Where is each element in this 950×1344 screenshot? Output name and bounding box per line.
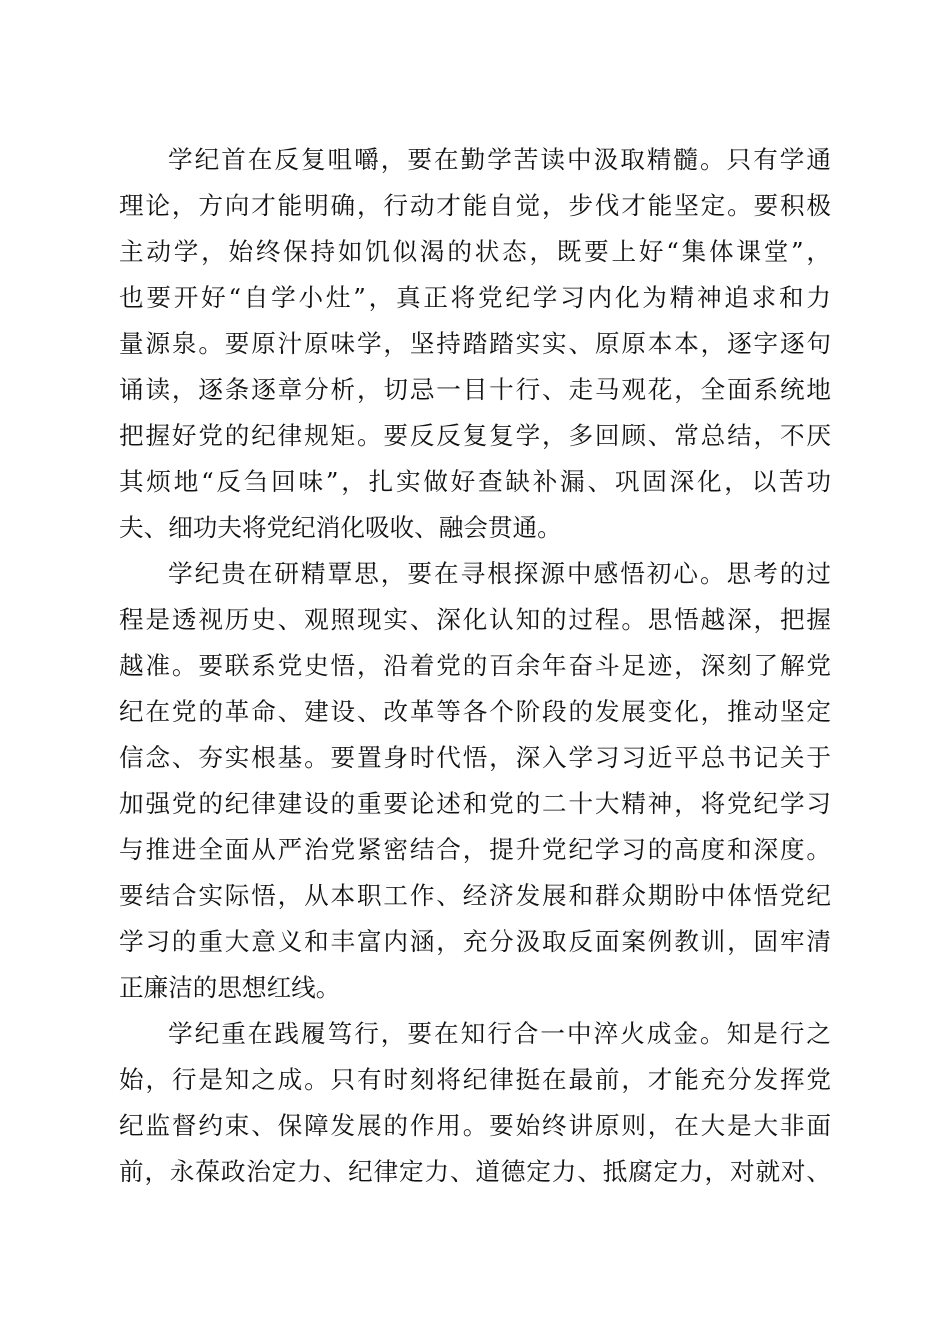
paragraph-2-line-9: 学习的重大意义和丰富内涵，充分汲取反面案例教训，固牢清 xyxy=(119,927,831,956)
paragraph-1-line-8: 其烦地“反刍回味”，扎实做好查缺补漏、巩固深化，以苦功 xyxy=(119,467,831,496)
paragraph-3-line-3: 纪监督约束、保障发展的作用。要始终讲原则，在大是大非面 xyxy=(119,1111,831,1140)
paragraph-2-line-5: 信念、夯实根基。要置身时代悟，深入学习习近平总书记关于 xyxy=(119,743,831,772)
paragraph-2-line-8: 要结合实际悟，从本职工作、经济发展和群众期盼中体悟党纪 xyxy=(119,881,831,910)
paragraph-3-line-2: 始，行是知之成。只有时刻将纪律挺在最前，才能充分发挥党 xyxy=(119,1065,831,1094)
paragraph-2-line-6: 加强党的纪律建设的重要论述和党的二十大精神，将党纪学习 xyxy=(119,789,831,818)
paragraph-1-line-6: 诵读，逐条逐章分析，切忌一目十行、走马观花，全面系统地 xyxy=(119,375,831,404)
paragraph-1-line-9: 夫、细功夫将党纪消化吸收、融会贯通。 xyxy=(119,513,562,542)
paragraph-3-line-4: 前，永葆政治定力、纪律定力、道德定力、抵腐定力，对就对、 xyxy=(119,1157,831,1186)
paragraph-1-line-7: 把握好党的纪律规矩。要反反复复学，多回顾、常总结，不厌 xyxy=(119,421,831,450)
paragraph-2-line-1: 学纪贵在研精覃思，要在寻根探源中感悟初心。思考的过 xyxy=(168,559,831,588)
paragraph-2-line-7: 与推进全面从严治党紧密结合，提升党纪学习的高度和深度。 xyxy=(119,835,831,864)
paragraph-2-line-10: 正廉洁的思想红线。 xyxy=(119,973,341,1002)
paragraph-1-line-3: 主动学，始终保持如饥似渴的状态，既要上好“集体课堂”， xyxy=(119,237,831,266)
paragraph-2-line-3: 越准。要联系党史悟，沿着党的百余年奋斗足迹，深刻了解党 xyxy=(119,651,831,680)
paragraph-2-line-4: 纪在党的革命、建设、改革等各个阶段的发展变化，推动坚定 xyxy=(119,697,831,726)
paragraph-1-line-2: 理论，方向才能明确，行动才能自觉，步伐才能坚定。要积极 xyxy=(119,191,831,220)
paragraph-3-line-1: 学纪重在践履笃行，要在知行合一中淬火成金。知是行之 xyxy=(168,1019,831,1048)
paragraph-2-line-2: 程是透视历史、观照现实、深化认知的过程。思悟越深，把握 xyxy=(119,605,831,634)
paragraph-1-line-4: 也要开好“自学小灶”，真正将党纪学习内化为精神追求和力 xyxy=(119,283,831,312)
paragraph-1-line-1: 学纪首在反复咀嚼，要在勤学苦读中汲取精髓。只有学通 xyxy=(168,145,831,174)
paragraph-1-line-5: 量源泉。要原汁原味学，坚持踏踏实实、原原本本，逐字逐句 xyxy=(119,329,831,358)
